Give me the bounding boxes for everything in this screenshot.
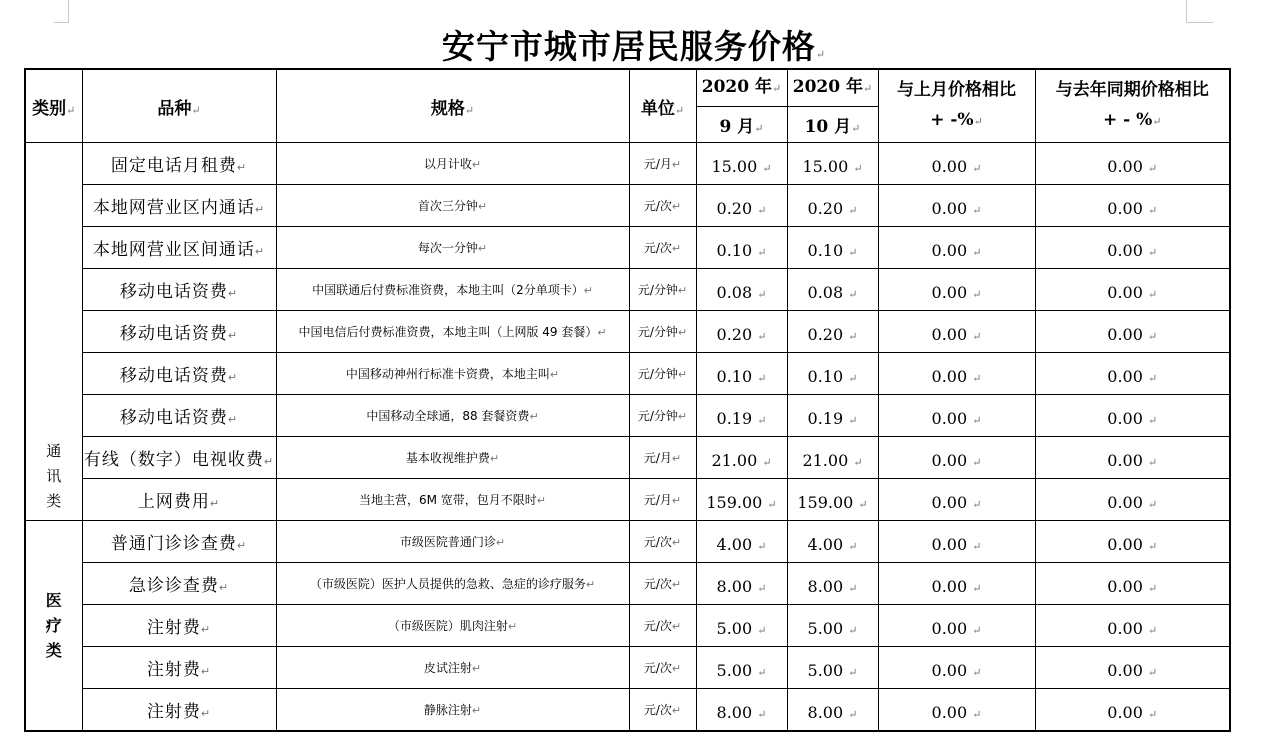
yoy-change-cell: 0.00 ↵ bbox=[1035, 185, 1230, 227]
table-row bbox=[25, 311, 1230, 353]
header-unit: 单位↵ bbox=[629, 69, 696, 143]
mom-change-cell: 0.00 ↵ bbox=[878, 185, 1035, 227]
item-cell: 注射费↵ bbox=[82, 689, 276, 732]
item-cell: 本地网营业区间通话↵ bbox=[82, 227, 276, 269]
sep-price-cell: 0.08 ↵ bbox=[696, 269, 787, 311]
unit-cell: 元/次↵ bbox=[629, 227, 696, 269]
mom-change-cell: 0.00 ↵ bbox=[878, 269, 1035, 311]
mom-change-cell: 0.00 ↵ bbox=[878, 479, 1035, 521]
sep-price-cell: 15.00 ↵ bbox=[696, 143, 787, 185]
sep-price-cell: 0.19 ↵ bbox=[696, 395, 787, 437]
yoy-change-cell: 0.00 ↵ bbox=[1035, 395, 1230, 437]
item-cell: 有线（数字）电视收费↵ bbox=[82, 437, 276, 479]
mom-change-cell: 0.00 ↵ bbox=[878, 143, 1035, 185]
unit-cell: 元/次↵ bbox=[629, 563, 696, 605]
oct-price-cell: 0.20 ↵ bbox=[787, 185, 878, 227]
mom-change-cell: 0.00 ↵ bbox=[878, 521, 1035, 563]
mom-change-cell: 0.00 ↵ bbox=[878, 437, 1035, 479]
category-cell bbox=[25, 521, 82, 732]
mom-change-cell: 0.00 ↵ bbox=[878, 563, 1035, 605]
sep-price-cell: 0.20 ↵ bbox=[696, 311, 787, 353]
table-row bbox=[25, 185, 1230, 227]
mom-change-cell: 0.00 ↵ bbox=[878, 395, 1035, 437]
table-row bbox=[25, 647, 1230, 689]
item-cell: 移动电话资费↵ bbox=[82, 311, 276, 353]
oct-price-cell: 8.00 ↵ bbox=[787, 563, 878, 605]
yoy-change-cell: 0.00 ↵ bbox=[1035, 689, 1230, 732]
spec-cell: 中国电信后付费标准资费，本地主叫（上网版 49 套餐）↵ bbox=[276, 311, 629, 353]
oct-price-cell: 5.00 ↵ bbox=[787, 647, 878, 689]
spec-cell: 市级医院普通门诊↵ bbox=[276, 521, 629, 563]
header-yoy: 与去年同期价格相比 + - %↵ bbox=[1035, 69, 1230, 143]
yoy-change-cell: 0.00 ↵ bbox=[1035, 269, 1230, 311]
oct-price-cell: 4.00 ↵ bbox=[787, 521, 878, 563]
spec-cell: 每次一分钟↵ bbox=[276, 227, 629, 269]
header-category: 类别↵ bbox=[25, 69, 82, 143]
sep-price-cell: 5.00 ↵ bbox=[696, 647, 787, 689]
yoy-change-cell: 0.00 ↵ bbox=[1035, 521, 1230, 563]
sep-price-cell: 0.10 ↵ bbox=[696, 227, 787, 269]
spec-cell: （市级医院）肌肉注射↵ bbox=[276, 605, 629, 647]
item-cell: 本地网营业区内通话↵ bbox=[82, 185, 276, 227]
yoy-change-cell: 0.00 ↵ bbox=[1035, 563, 1230, 605]
mom-change-cell: 0.00 ↵ bbox=[878, 647, 1035, 689]
sep-price-cell: 0.10 ↵ bbox=[696, 353, 787, 395]
yoy-change-cell: 0.00 ↵ bbox=[1035, 227, 1230, 269]
table-header-row bbox=[25, 69, 1230, 143]
unit-cell: 元/月↵ bbox=[629, 437, 696, 479]
yoy-change-cell: 0.00 ↵ bbox=[1035, 647, 1230, 689]
spec-cell: 皮试注射↵ bbox=[276, 647, 629, 689]
table-row bbox=[25, 479, 1230, 521]
oct-price-cell: 8.00 ↵ bbox=[787, 689, 878, 732]
mom-change-cell: 0.00 ↵ bbox=[878, 689, 1035, 732]
oct-price-cell: 0.10 ↵ bbox=[787, 227, 878, 269]
oct-price-cell: 5.00 ↵ bbox=[787, 605, 878, 647]
unit-cell: 元/分钟↵ bbox=[629, 395, 696, 437]
yoy-change-cell: 0.00 ↵ bbox=[1035, 353, 1230, 395]
item-cell: 移动电话资费↵ bbox=[82, 353, 276, 395]
oct-price-cell: 0.10 ↵ bbox=[787, 353, 878, 395]
oct-price-cell: 21.00 ↵ bbox=[787, 437, 878, 479]
item-cell: 移动电话资费↵ bbox=[82, 269, 276, 311]
header-period2-month: 10 月↵ bbox=[804, 117, 861, 137]
sep-price-cell: 21.00 ↵ bbox=[696, 437, 787, 479]
mom-change-cell: 0.00 ↵ bbox=[878, 353, 1035, 395]
unit-cell: 元/次↵ bbox=[629, 521, 696, 563]
yoy-change-cell: 0.00 ↵ bbox=[1035, 311, 1230, 353]
item-cell: 注射费↵ bbox=[82, 647, 276, 689]
table-row bbox=[25, 689, 1230, 732]
header-period1-year: 2020 年↵ bbox=[697, 70, 787, 107]
header-period1 bbox=[696, 69, 787, 143]
yoy-change-cell: 0.00 ↵ bbox=[1035, 437, 1230, 479]
oct-price-cell: 0.08 ↵ bbox=[787, 269, 878, 311]
category-label: 医疗类 bbox=[45, 591, 62, 660]
sep-price-cell: 5.00 ↵ bbox=[696, 605, 787, 647]
table-row bbox=[25, 395, 1230, 437]
unit-cell: 元/分钟↵ bbox=[629, 353, 696, 395]
item-cell: 上网费用↵ bbox=[82, 479, 276, 521]
table-row bbox=[25, 269, 1230, 311]
item-cell: 移动电话资费↵ bbox=[82, 395, 276, 437]
oct-price-cell: 159.00 ↵ bbox=[787, 479, 878, 521]
sep-price-cell: 0.20 ↵ bbox=[696, 185, 787, 227]
sep-price-cell: 8.00 ↵ bbox=[696, 563, 787, 605]
spec-cell: 基本收视维护费↵ bbox=[276, 437, 629, 479]
item-cell: 固定电话月租费↵ bbox=[82, 143, 276, 185]
unit-cell: 元/分钟↵ bbox=[629, 311, 696, 353]
spec-cell: 中国移动全球通，88 套餐资费↵ bbox=[276, 395, 629, 437]
spec-cell: 以月计收↵ bbox=[276, 143, 629, 185]
unit-cell: 元/次↵ bbox=[629, 605, 696, 647]
unit-cell: 元/次↵ bbox=[629, 185, 696, 227]
spec-cell: 中国移动神州行标准卡资费，本地主叫↵ bbox=[276, 353, 629, 395]
spec-cell: 静脉注射↵ bbox=[276, 689, 629, 732]
table-row bbox=[25, 521, 1230, 563]
price-table bbox=[24, 68, 1231, 732]
spec-cell: 当地主营，6M 宽带，包月不限时↵ bbox=[276, 479, 629, 521]
page-corner-mark-left bbox=[54, 0, 69, 23]
yoy-change-cell: 0.00 ↵ bbox=[1035, 143, 1230, 185]
item-cell: 普通门诊诊查费↵ bbox=[82, 521, 276, 563]
category-cell bbox=[25, 143, 82, 521]
header-mom: 与上月价格相比 + -%↵ bbox=[878, 69, 1035, 143]
page-title-text: 安宁市城市居民服务价格 bbox=[441, 27, 816, 66]
unit-cell: 元/次↵ bbox=[629, 647, 696, 689]
spec-cell: 中国联通后付费标准资费，本地主叫（2分单项卡）↵ bbox=[276, 269, 629, 311]
table-row bbox=[25, 227, 1230, 269]
item-cell: 急诊诊查费↵ bbox=[82, 563, 276, 605]
header-item: 品种↵ bbox=[82, 69, 276, 143]
unit-cell: 元/分钟↵ bbox=[629, 269, 696, 311]
unit-cell: 元/月↵ bbox=[629, 143, 696, 185]
spec-cell: 首次三分钟↵ bbox=[276, 185, 629, 227]
category-label: 通讯类 bbox=[46, 442, 62, 510]
header-period2-year: 2020 年↵ bbox=[788, 70, 878, 107]
table-row bbox=[25, 353, 1230, 395]
sep-price-cell: 4.00 ↵ bbox=[696, 521, 787, 563]
header-spec: 规格↵ bbox=[276, 69, 629, 143]
table-row bbox=[25, 563, 1230, 605]
item-cell: 注射费↵ bbox=[82, 605, 276, 647]
table-row bbox=[25, 143, 1230, 185]
mom-change-cell: 0.00 ↵ bbox=[878, 605, 1035, 647]
oct-price-cell: 0.20 ↵ bbox=[787, 311, 878, 353]
table-row bbox=[25, 437, 1230, 479]
page-corner-mark-right bbox=[1186, 0, 1213, 23]
yoy-change-cell: 0.00 ↵ bbox=[1035, 605, 1230, 647]
sep-price-cell: 159.00 ↵ bbox=[696, 479, 787, 521]
table-row bbox=[25, 605, 1230, 647]
mom-change-cell: 0.00 ↵ bbox=[878, 227, 1035, 269]
header-period1-month: 9 月↵ bbox=[719, 117, 764, 137]
unit-cell: 元/次↵ bbox=[629, 689, 696, 732]
yoy-change-cell: 0.00 ↵ bbox=[1035, 479, 1230, 521]
sep-price-cell: 8.00 ↵ bbox=[696, 689, 787, 732]
header-period2 bbox=[787, 69, 878, 143]
oct-price-cell: 15.00 ↵ bbox=[787, 143, 878, 185]
paragraph-mark-icon: ↵ bbox=[815, 48, 827, 61]
spec-cell: （市级医院）医护人员提供的急救、急症的诊疗服务↵ bbox=[276, 563, 629, 605]
oct-price-cell: 0.19 ↵ bbox=[787, 395, 878, 437]
unit-cell: 元/月↵ bbox=[629, 479, 696, 521]
mom-change-cell: 0.00 ↵ bbox=[878, 311, 1035, 353]
